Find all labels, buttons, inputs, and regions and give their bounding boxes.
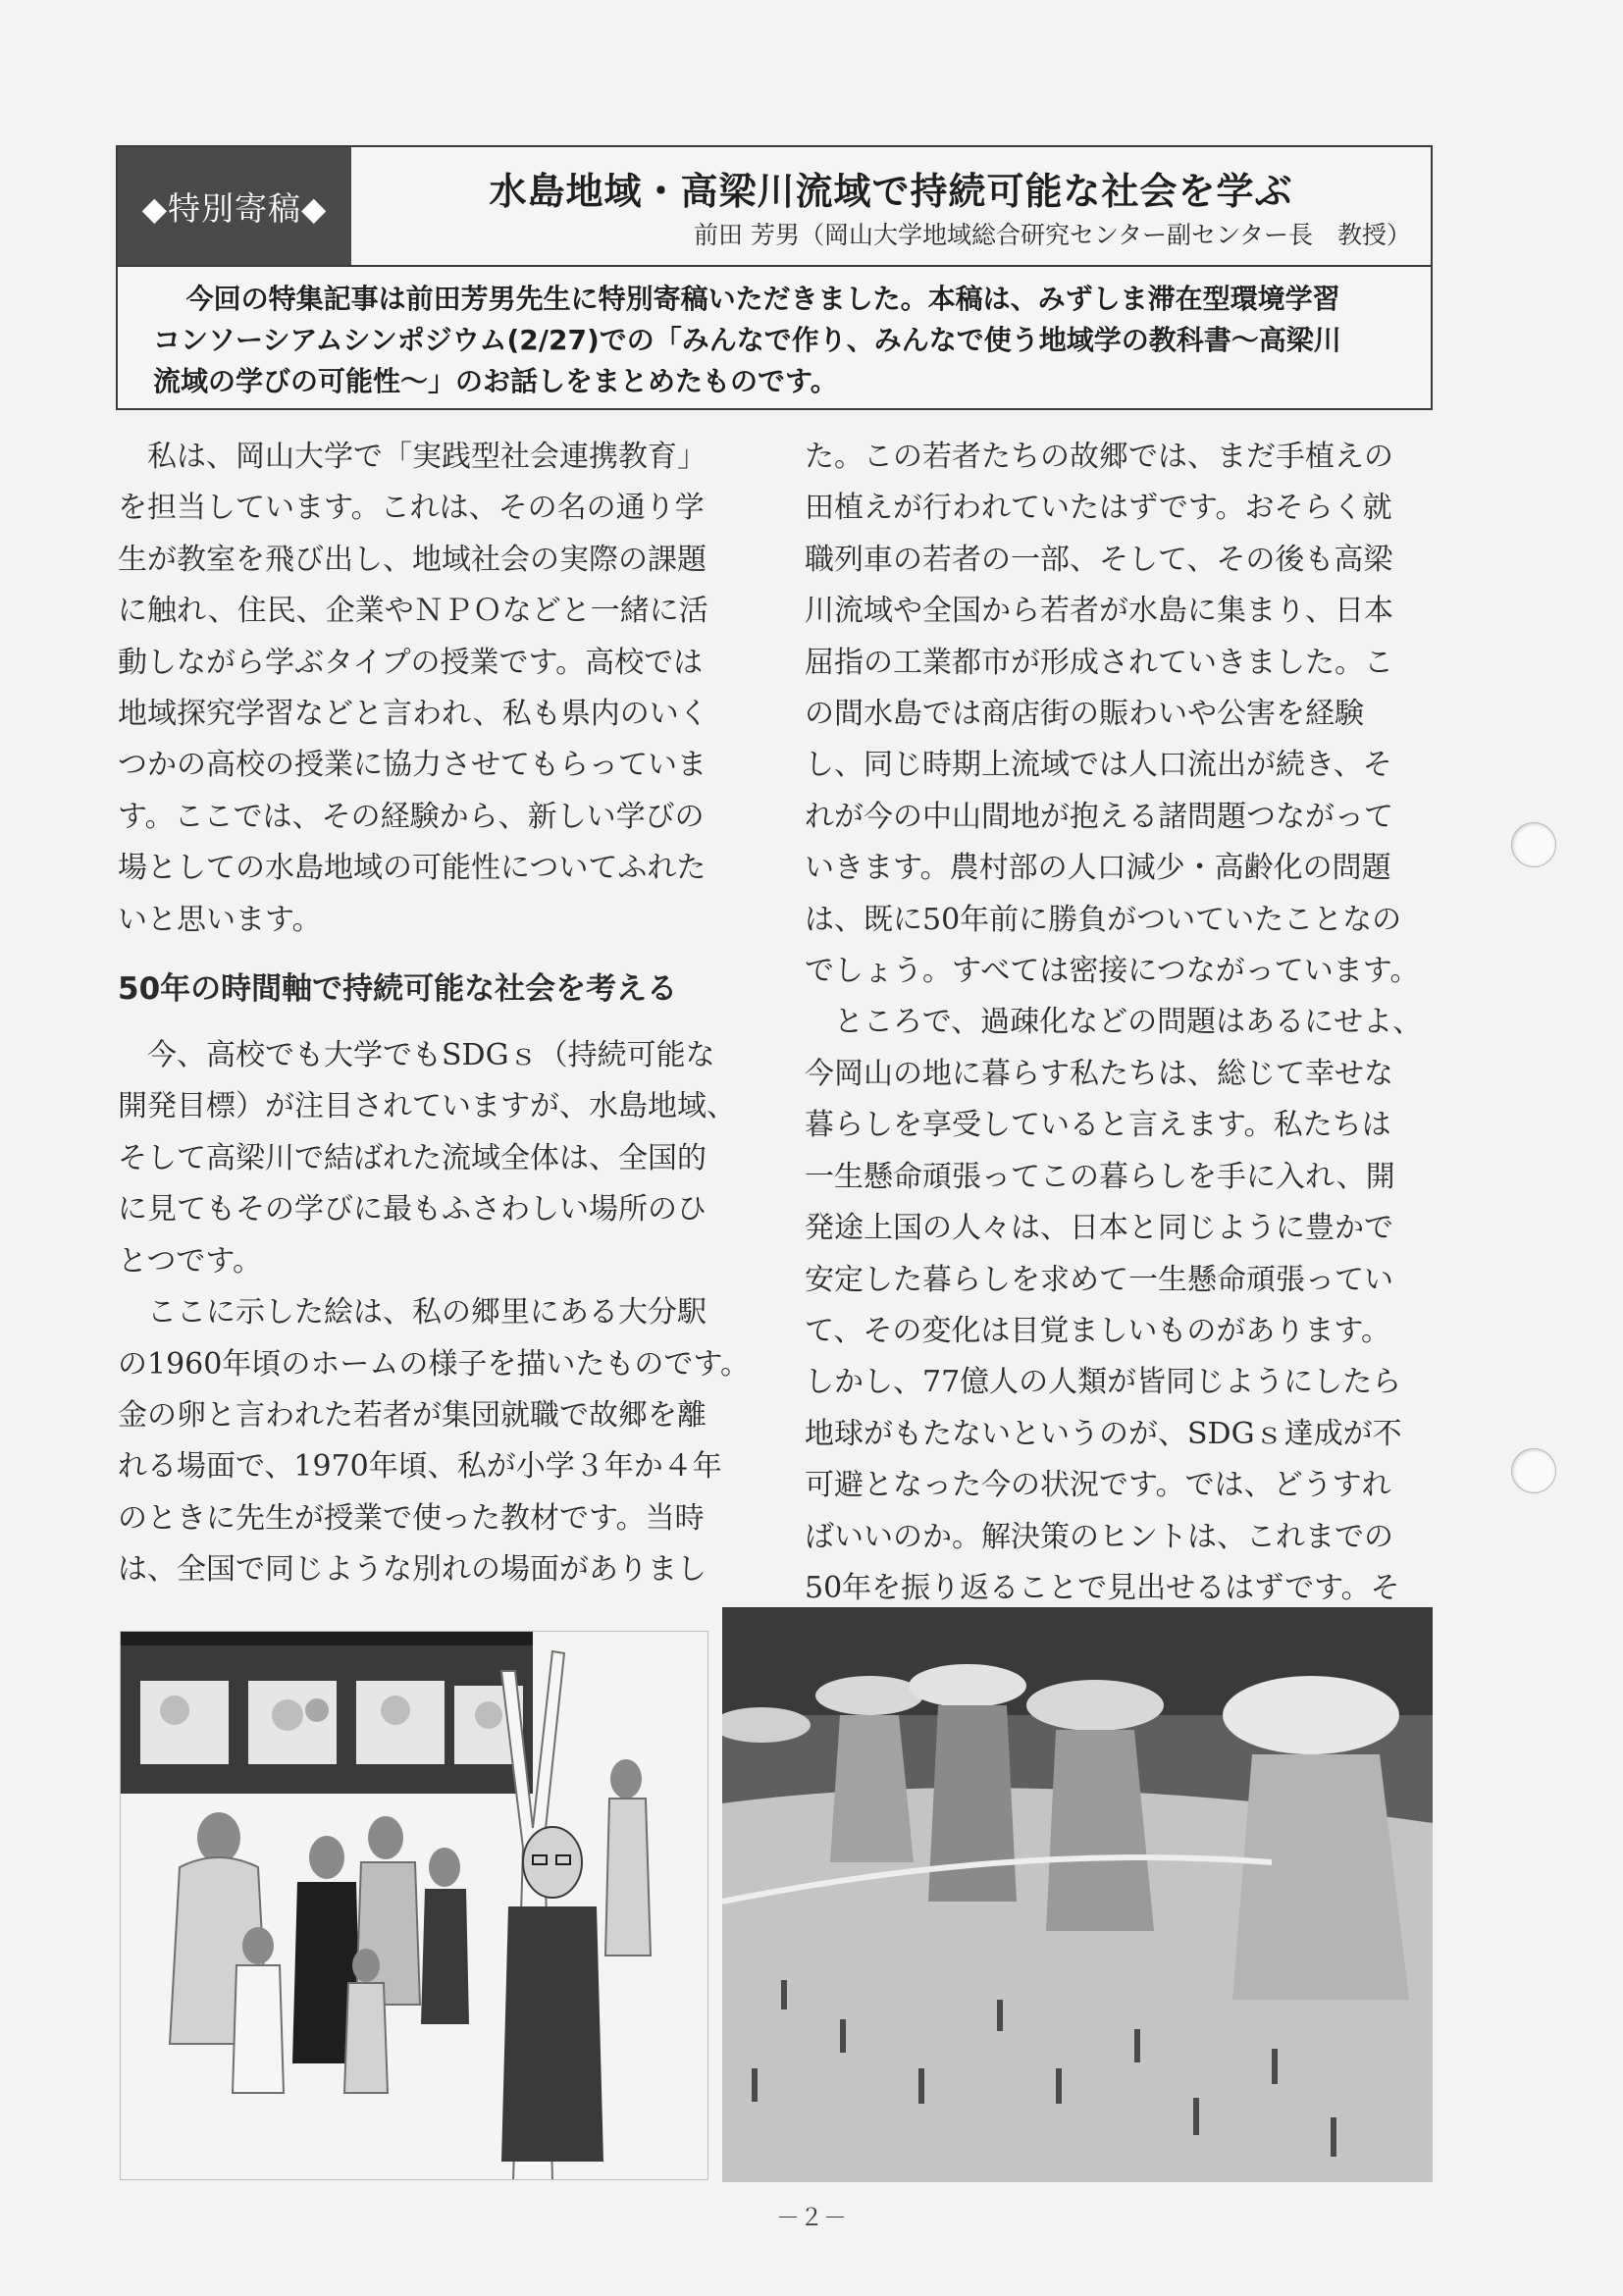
text-line: の間水島では商店街の賑わいや公害を経験 <box>805 697 1364 732</box>
text-line: 職列車の若者の一部、そして、その後も高梁 <box>805 542 1393 577</box>
text-line: は、既に50年前に勝負がついていたことなの <box>805 902 1402 937</box>
punch-hole-upper <box>1511 822 1556 867</box>
intro-line: 流域の学びの可能性～」のお話しをまとめたものです。 <box>153 365 838 397</box>
special-contribution-label <box>118 147 351 265</box>
text-line: 可避となった今の状況です。では、どうすれ <box>805 1468 1391 1503</box>
text-line: 金の卵と言われた若者が集団就職で故郷を離 <box>118 1397 707 1433</box>
intro-line: 今回の特集記事は前田芳男先生に特別寄稿いただきました。本稿は、みずしま滞在型環境学習 <box>185 283 1340 315</box>
text-line: 私は、岡山大学で「実践型社会連携教育」 <box>147 440 707 474</box>
text-line: でしょう。すべては密接につながっています。 <box>805 954 1420 989</box>
text-line: の1960年頃のホームの様子を描いたものです。 <box>118 1346 750 1382</box>
text-line: れが今の中山間地が抱える諸問題つながって <box>805 799 1393 834</box>
text-line: 暮らしを享受していると言えます。私たちは <box>805 1108 1391 1143</box>
text-line: れる場面で、1970年頃、私が小学３年か４年 <box>118 1449 722 1485</box>
text-line: て、その変化は目覚ましいものがあります。 <box>805 1313 1390 1348</box>
text-line: 地域探究学習などと言われ、私も県内のいく <box>118 697 708 732</box>
right-column <box>805 432 1442 1614</box>
text-line: 屈指の工業都市が形成されていきました。こ <box>805 645 1393 680</box>
section-heading: 50年の時間軸で持続可能な社会を考える <box>118 971 678 1008</box>
text-line: 50年を振り返ることで見出せるはずです。そ <box>805 1570 1400 1605</box>
text-line: しかし、77億人の人類が皆同じようにしたら <box>805 1365 1402 1400</box>
text-line: に見てもその学びに最もふさわしい場所のひ <box>118 1192 707 1227</box>
text-line: 開発目標）が注目されていますが、水島地域、 <box>118 1089 736 1124</box>
text-line: し、同じ時期上流域では人口流出が続き、そ <box>805 748 1392 783</box>
left-column <box>118 432 756 1596</box>
text-line: 場としての水島地域の可能性についてふれた <box>118 851 707 886</box>
author-line: 前田 芳男（岡山大学地域総合研究センター副センター長 教授） <box>694 221 1411 249</box>
intro-text <box>153 279 1401 402</box>
right-paragraph-2 <box>805 997 1442 1614</box>
text-line: は、全国で同じような別れの場面がありまし <box>118 1552 707 1588</box>
page-number: －２－ <box>776 2204 847 2231</box>
text-line: いきます。農村部の人口減少・高齢化の問題 <box>805 851 1391 886</box>
text-line: ところで、過疎化などの問題はあるにせよ、 <box>834 1005 1423 1040</box>
text-line: ばいいのか。解決策のヒントは、これまでの <box>805 1519 1393 1554</box>
title-area <box>351 147 1431 265</box>
special-contribution-label-text: ◆特別寄稿◆ <box>141 188 328 228</box>
text-line: 生が教室を飛び出し、地域社会の実際の課題 <box>118 542 707 577</box>
text-line: 動しながら学ぶタイプの授業です。高校では <box>118 645 704 680</box>
left-paragraph-2 <box>118 1030 756 1287</box>
text-line: を担当しています。これは、その名の通り学 <box>118 491 705 526</box>
text-line: 発途上国の人々は、日本と同じように豊かで <box>805 1211 1393 1246</box>
right-paragraph-1 <box>805 432 1442 997</box>
text-line: 今、高校でも大学でもSDGｓ（持続可能な <box>147 1038 715 1073</box>
station-illustration <box>120 1631 708 2180</box>
text-line: に触れ、住民、企業やＮＰＯなどと一緒に活 <box>118 594 708 629</box>
punch-hole-lower <box>1511 1448 1556 1493</box>
text-line: た。この若者たちの故郷では、まだ手植えの <box>805 440 1393 474</box>
article-title: 水島地域・高梁川流域で持続可能な社会を学ぶ <box>489 170 1293 213</box>
text-line: 安定した暮らしを求めて一生懸命頑張ってい <box>805 1262 1393 1297</box>
rice-planting-figures-drawing <box>722 1607 1433 2182</box>
text-line: 今岡山の地に暮らす私たちは、総じて幸せな <box>805 1056 1393 1091</box>
station-illustration-drawing <box>121 1632 708 2180</box>
header-divider <box>118 265 1431 267</box>
text-line: のときに先生が授業で使った教材です。当時 <box>118 1500 705 1536</box>
text-line: す。ここでは、その経験から、新しい学びの <box>118 799 705 834</box>
text-line: 地球がもたないというのが、SDGｓ達成が不 <box>805 1416 1402 1451</box>
text-line: とつです。 <box>118 1243 262 1278</box>
text-line: つかの高校の授業に協力させてもらっていま <box>118 748 707 783</box>
left-paragraph-3 <box>118 1287 756 1595</box>
text-line: 田植えが行われていたはずです。おそらく就 <box>805 491 1392 526</box>
text-line: 一生懸命頑張ってこの暮らしを手に入れ、開 <box>805 1159 1395 1194</box>
left-paragraph-1 <box>118 432 756 946</box>
rice-planting-figures-photo <box>722 1607 1433 2182</box>
intro-line: コンソーシアムシンポジウム(2/27)での「みんなで作り、みんなで使う地域学の教科書～高梁川 <box>153 324 1341 356</box>
text-line: 川流域や全国から若者が水島に集まり、日本 <box>805 594 1393 629</box>
text-line: そして高梁川で結ばれた流域全体は、全国的 <box>118 1140 707 1175</box>
text-line: ここに示した絵は、私の郷里にある大分駅 <box>147 1295 707 1331</box>
article-header-box <box>116 145 1433 410</box>
text-line: いと思います。 <box>118 902 322 937</box>
